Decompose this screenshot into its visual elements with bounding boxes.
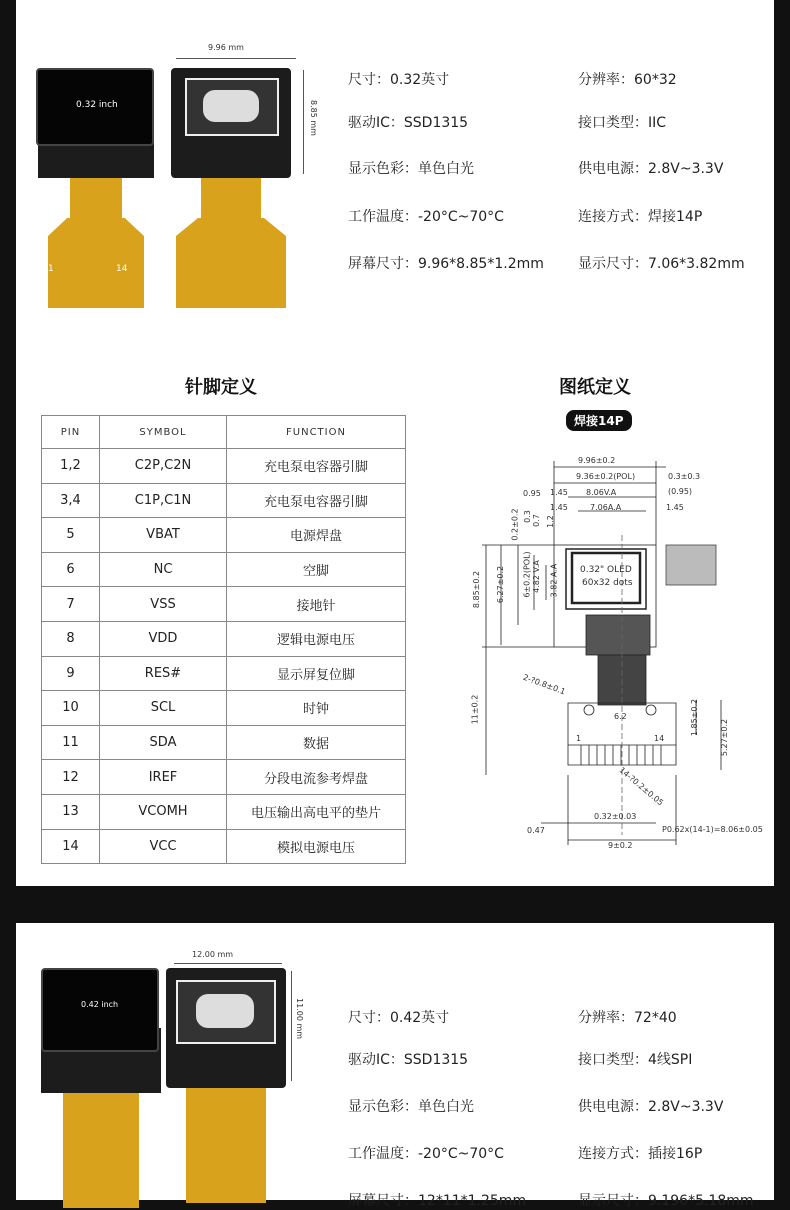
dim-pad-width: 14-?0.2±0.05 (617, 765, 666, 808)
dim-margin-4: 1.45 (550, 488, 568, 497)
screen-label-line-1: 0.32" OLED (580, 565, 632, 575)
logo-icon (203, 90, 259, 122)
drawing-definition-title: 图纸定义 (559, 377, 631, 398)
spec-screen-size: 屏幕尺寸：9.96*8.85*1.2mm (348, 256, 544, 272)
function-cell: 接地针 (227, 587, 406, 622)
spec-size: 尺寸：0.32英寸 (348, 72, 450, 88)
pin-cell: 3,4 (42, 483, 100, 518)
fpc-cable (48, 218, 144, 308)
table-row (42, 518, 406, 553)
spec-resolution: 分辨率：60*32 (578, 72, 677, 88)
table-row (42, 829, 406, 864)
function-cell: 显示屏复位脚 (227, 656, 406, 691)
product-card-042 (16, 923, 774, 1209)
dim-pin-14: 14 (654, 734, 665, 743)
table-row (42, 483, 406, 518)
symbol-cell: C1P,C1N (100, 483, 227, 518)
pin-definition-title: 针脚定义 (185, 377, 257, 398)
pin-first-label: 1 (48, 264, 54, 274)
symbol-cell: RES# (100, 656, 227, 691)
dim-vertical-2: 0.3 (522, 510, 532, 523)
function-cell: 模拟电源电压 (227, 829, 406, 864)
oled-screen (41, 968, 159, 1052)
photo-height-label: 8.85 mm (309, 100, 318, 136)
table-row (42, 587, 406, 622)
table-row (42, 656, 406, 691)
dim-bottom-width: 9±0.2 (608, 841, 633, 850)
symbol-cell: SCL (100, 691, 227, 726)
logo-window (185, 78, 279, 136)
symbol-cell: VDD (100, 621, 227, 656)
symbol-cell: C2P,C2N (100, 449, 227, 484)
dim-line-width (176, 58, 296, 59)
dim-pitch-note: P0.62x(14-1)=8.06±0.05 (662, 825, 763, 834)
spec-display-size: 显示尺寸：7.06*3.82mm (578, 256, 745, 272)
dim-pol-height: 6.27±0.2 (496, 565, 506, 604)
function-cell: 数据 (227, 725, 406, 760)
dim-right-1: 1.85±0.2 (690, 698, 700, 737)
dim-pol-width: 9.36±0.2(POL) (576, 472, 636, 481)
dim-aa-width: 7.06A.A (590, 503, 622, 512)
screen-label-line-2: 60x32 dots (582, 578, 633, 588)
spec-connection: 连接方式：插接16P (578, 1146, 703, 1162)
symbol-cell: NC (100, 552, 227, 587)
spec-size: 尺寸：0.42英寸 (348, 1010, 450, 1026)
table-header-row (42, 416, 406, 449)
dim-total-height: 8.85±0.2 (472, 570, 482, 609)
logo-icon (196, 994, 254, 1028)
spec-color: 显示色彩：单色白光 (348, 1099, 474, 1115)
module-back-photo (171, 68, 296, 313)
spec-interface: 接口类型：4线SPI (578, 1052, 693, 1068)
pin-cell: 7 (42, 587, 100, 622)
dim-va-height: 4.82 V.A (531, 560, 541, 593)
table-row (42, 760, 406, 795)
spec-temp: 工作温度：-20°C~70°C (348, 1146, 504, 1162)
dim-va-width: 8.06V.A (586, 488, 617, 497)
function-cell: 分段电流参考焊盘 (227, 760, 406, 795)
photo-width-label: 12.00 mm (192, 950, 234, 959)
module-front-photo (41, 968, 161, 1203)
fpc-cable (176, 218, 286, 308)
dim-hole: 2-?0.8±0.1 (521, 672, 567, 697)
dim-pol-height-2: 6±0.2(POL) (522, 551, 532, 598)
pin-cell: 14 (42, 829, 100, 864)
pin-cell: 11 (42, 725, 100, 760)
spec-power: 供电电源：2.8V~3.3V (578, 1099, 724, 1115)
screen-size-label: 0.42 inch (81, 1000, 119, 1009)
dim-right-2: 5.27±0.2 (720, 718, 730, 757)
dim-total-width: 9.96±0.2 (578, 456, 616, 465)
spec-driver: 驱动IC：SSD1315 (348, 115, 469, 131)
spec-color: 显示色彩：单色白光 (348, 161, 474, 177)
dim-vertical-1: 0.2±0.2 (510, 508, 520, 541)
function-cell: 空脚 (227, 552, 406, 587)
symbol-cell: SDA (100, 725, 227, 760)
pin-cell: 8 (42, 621, 100, 656)
symbol-cell: VCC (100, 829, 227, 864)
spec-connection: 连接方式：焊接14P (578, 209, 703, 225)
dim-margin-2: 1.45 (550, 503, 568, 512)
module-back-photo (166, 968, 286, 1203)
dim-line-height (291, 971, 292, 1081)
symbol-cell: VSS (100, 587, 227, 622)
spec-screen-size: 屏幕尺寸：12*11*1.25mm (348, 1193, 527, 1209)
photo-width-label: 9.96 mm (208, 43, 244, 52)
dim-tolerance-2: (0.95) (668, 487, 693, 496)
table-row (42, 552, 406, 587)
table-row (42, 691, 406, 726)
symbol-cell: VCOMH (100, 794, 227, 829)
function-cell: 电源焊盘 (227, 518, 406, 553)
spec-temp: 工作温度：-20°C~70°C (348, 209, 504, 225)
dim-aa-height: 3.82 A.A (549, 563, 559, 598)
dim-tolerance-1: 0.3±0.3 (668, 472, 701, 481)
logo-window (176, 980, 276, 1044)
symbol-cell: VBAT (100, 518, 227, 553)
photo-height-label: 11.00 mm (295, 998, 304, 1040)
pin-cell: 6 (42, 552, 100, 587)
dim-vertical-4: 1.2 (545, 515, 555, 528)
table-row (42, 621, 406, 656)
dim-vertical-3: 0.7 (531, 514, 541, 527)
pin-cell: 10 (42, 691, 100, 726)
dim-margin-3: 1.45 (666, 503, 684, 512)
symbol-cell: IREF (100, 760, 227, 795)
dim-pad-pitch: 0.32±0.03 (594, 812, 637, 821)
screen-size-label: 0.32 inch (76, 100, 118, 110)
col-header-symbol: SYMBOL (100, 416, 227, 449)
product-card-032 (16, 0, 774, 886)
dim-pin-1: 1 (576, 734, 582, 743)
function-cell: 充电泵电容器引脚 (227, 483, 406, 518)
connection-badge: 焊接14P (566, 410, 632, 431)
pin-table (41, 415, 406, 864)
dim-fpc-height: 11±0.2 (470, 694, 480, 725)
pin-cell: 9 (42, 656, 100, 691)
function-cell: 电压输出高电平的垫片 (227, 794, 406, 829)
dim-line-width (174, 963, 282, 964)
function-cell: 逻辑电源电压 (227, 621, 406, 656)
spec-driver: 驱动IC：SSD1315 (348, 1052, 469, 1068)
spec-resolution: 分辨率：72*40 (578, 1010, 677, 1026)
function-cell: 充电泵电容器引脚 (227, 449, 406, 484)
pin-last-label: 14 (116, 264, 128, 274)
spec-interface: 接口类型：IIC (578, 115, 667, 131)
pin-cell: 13 (42, 794, 100, 829)
col-header-function: FUNCTION (227, 416, 406, 449)
table-row (42, 725, 406, 760)
dim-line-height (303, 70, 304, 174)
dim-margin-1: 0.95 (523, 489, 541, 498)
col-header-pin: PIN (42, 416, 100, 449)
dim-left-small: 0.47 (527, 826, 545, 835)
pin-cell: 5 (42, 518, 100, 553)
table-row (42, 449, 406, 484)
table-row (42, 794, 406, 829)
pin-cell: 1,2 (42, 449, 100, 484)
pin-cell: 12 (42, 760, 100, 795)
spec-display-size: 显示尺寸：9.196*5.18mm (578, 1193, 754, 1209)
function-cell: 时钟 (227, 691, 406, 726)
module-front-photo (36, 68, 156, 313)
spec-power: 供电电源：2.8V~3.3V (578, 161, 724, 177)
dim-hole-pitch: 6.2 (614, 712, 627, 721)
